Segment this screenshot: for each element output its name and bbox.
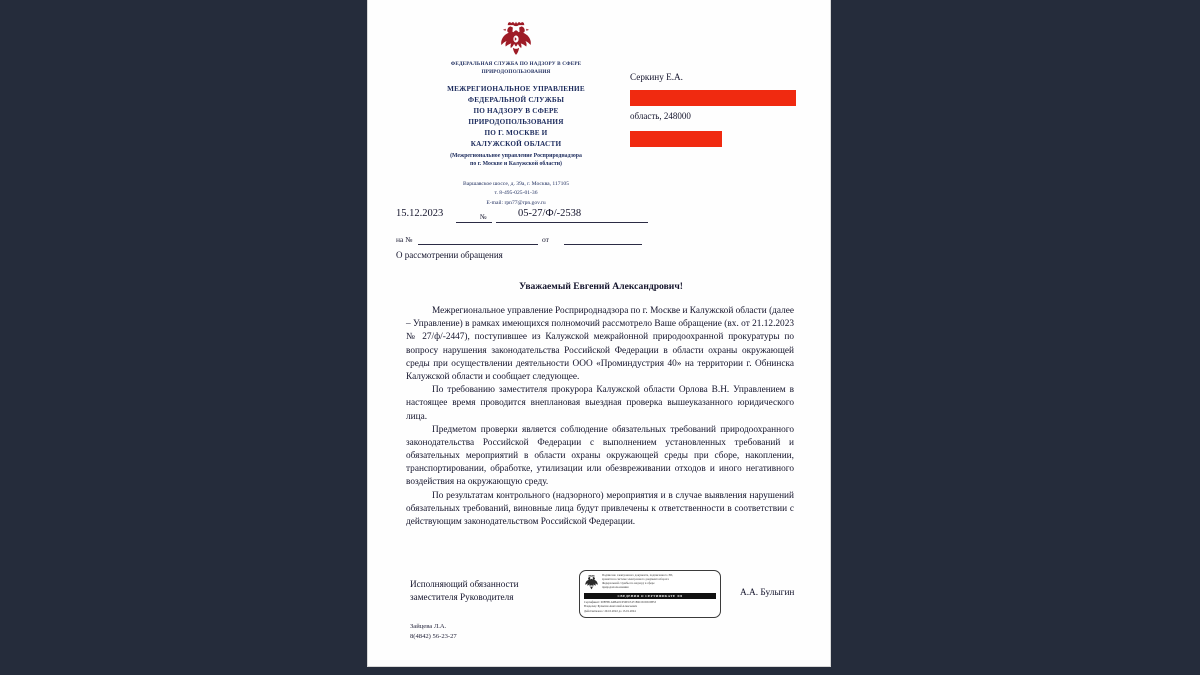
org-subtitle-line-2: по г. Москве и Калужской области) — [470, 161, 562, 168]
addressee-block — [630, 72, 818, 151]
letterhead — [406, 20, 626, 208]
from-label: от — [542, 235, 549, 244]
stamp-certificate-validity: Действителен с 20.10.2022 до 13.01.2024 — [584, 608, 636, 613]
executor-block — [410, 622, 457, 642]
agency-line-2: ПРИРОДОПОЛЬЗОВАНИЯ — [481, 68, 551, 75]
reference-label: на № — [396, 235, 413, 244]
signer-position-line-1: Исполняющий обязанности — [410, 579, 519, 589]
body-paragraph-4: По результатам контрольного (надзорного) мероприятия и в случае выявления нарушений обязательных требований, виновные лица будут привлечены к ответственности в соответствии с действующим законодательством Российской Федерации. — [406, 490, 794, 527]
body-paragraph-3: Предметом проверки является соблюдение обязательных требований природоохранного законодательства Российской Федерации с выполнением установленных требований и обязательных мероприятий в области охраны окружающей среды при сборе, накоплении, транспортировании, обработке, утилизации или обезвреживании отходов и иного негативного воздействия на окружающую среду. — [406, 424, 794, 488]
rule-before-number — [456, 222, 492, 223]
stamp-description — [602, 574, 716, 590]
stamp-desc-line-4: природопользования — [602, 584, 629, 589]
digital-signature-stamp — [579, 570, 721, 618]
org-title-line-6: КАЛУЖСКОЙ ОБЛАСТИ — [470, 139, 562, 148]
registration-block — [396, 208, 648, 250]
document-number: 05-27/Ф/-2538 — [518, 208, 582, 219]
rule-number-line — [496, 222, 648, 223]
registration-row-primary — [396, 208, 648, 227]
stamp-desc-line-1: Подписано электронного документа, подписанного ЭП, — [602, 573, 674, 577]
document-subject: О рассмотрении обращения — [396, 250, 503, 260]
addressee-name: Серкину Е.А. — [630, 72, 683, 82]
agency-line-1: ФЕДЕРАЛЬНАЯ СЛУЖБА ПО НАДЗОРУ В СФЕРЕ — [450, 61, 582, 67]
org-title-line-3: ПО НАДЗОРУ В СФЕРЕ — [473, 106, 559, 115]
stamp-desc-line-2: хранится в системе электронного документооборота — [602, 576, 669, 581]
letter-body — [406, 305, 794, 529]
stamp-certificate-fields — [584, 600, 716, 613]
rule-reference-line — [418, 244, 538, 245]
stamp-certificate-serial: Сертификат: 00B7B1A9BA0C050E1E471B2C0C00C0B53 — [584, 600, 657, 604]
postal-address: Варшавское шоссе, д. 39а, г. Москва, 117105 — [463, 181, 569, 188]
registration-row-reference — [396, 232, 648, 250]
redaction-bar-address — [630, 90, 796, 106]
org-title-line-4: ПРИРОДОПОЛЬЗОВАНИЯ — [468, 117, 564, 126]
body-paragraph-1: Межрегиональное управление Росприроднадзора по г. Москве и Калужской области (далее – Управление) в рамках имеющихся полномочий рассмотрело Ваше обращение (вх. от 21.12.2023 № 27/ф/-2447), поступившее из Калужской межрайонной природоохранной прокуратуры по вопросу нарушения законодательства Российской Федерации в области охраны окружающей среды при осуществлении деятельности ООО «Проминдустрия 40» на территории г. Обнинска Калужской области и сообщает следующее. — [406, 306, 794, 382]
org-subtitle-line-1: (Межрегиональное управление Росприроднадзора — [450, 152, 582, 159]
letterhead-contacts — [406, 180, 626, 208]
stamp-desc-line-3: Федеральной службы по надзору в сфере — [602, 580, 655, 585]
number-label: № — [480, 213, 487, 221]
organization-title — [406, 84, 626, 150]
document-date: 15.12.2023 — [396, 208, 444, 219]
rule-from-line — [564, 244, 642, 245]
executor-phone: 8(4842) 56-23-27 — [410, 633, 457, 641]
addressee-region: область, 248000 — [630, 111, 691, 121]
organization-subtitle — [406, 152, 626, 169]
signer-position — [410, 578, 519, 604]
email-address: E-mail: rpn77@rpn.gov.ru — [486, 199, 546, 206]
org-title-line-5: ПО Г. МОСКВЕ И — [484, 128, 548, 137]
signer-position-line-2: заместителя Руководителя — [410, 592, 514, 603]
greeting-line: Уважаемый Евгений Александрович! — [519, 281, 683, 292]
redaction-bar-contact — [630, 131, 722, 147]
document-page — [368, 0, 830, 666]
russian-federation-double-headed-eagle-emblem — [496, 20, 536, 58]
phone-number: т. 8-495-025-01-36 — [494, 190, 538, 197]
stamp-header — [584, 574, 716, 591]
body-paragraph-2: По требованию заместителя прокурора Калужской области Орлова В.Н. Управлением в настоящее время проводится внеплановая выездная проверка вышеуказанного юридического лица. — [406, 385, 794, 422]
signer-name: А.А. Булыгин — [740, 588, 795, 598]
org-title-line-2: ФЕДЕРАЛЬНОЙ СЛУЖБЫ — [467, 96, 565, 104]
executor-name: Зайцева Л.А. — [410, 623, 447, 630]
rosprirodnadzor-eagle-icon — [584, 574, 599, 591]
org-title-line-1: МЕЖРЕГИОНАЛЬНОЕ УПРАВЛЕНИЕ — [447, 85, 585, 94]
stamp-certificate-banner: СВЕДЕНИЯ О СЕРТИФИКАТЕ ЭП — [584, 593, 716, 599]
stamp-certificate-owner: Владелец: Булыгин Анатолий Алексеевич — [584, 604, 638, 609]
